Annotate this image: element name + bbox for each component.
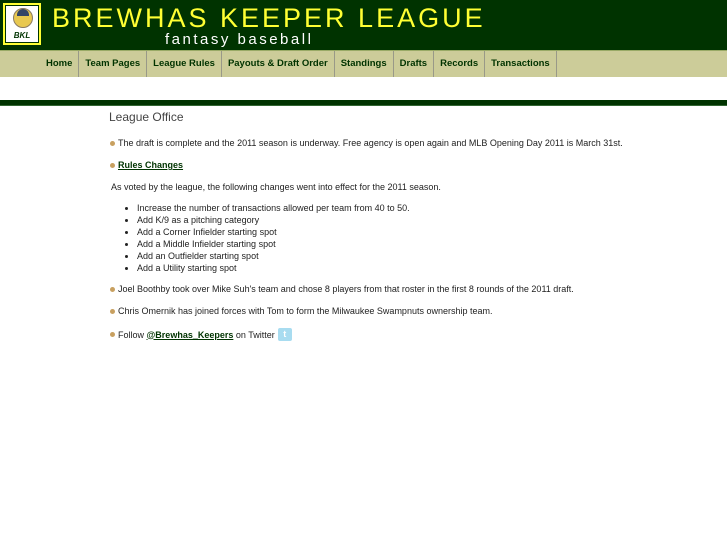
bullet-icon bbox=[110, 332, 115, 337]
news-item bbox=[109, 160, 709, 170]
nav-payouts-draft-order[interactable]: Payouts & Draft Order bbox=[222, 51, 335, 77]
logo-text: BKL bbox=[13, 31, 31, 40]
nav-home[interactable]: Home bbox=[40, 51, 79, 77]
bullet-icon bbox=[110, 163, 115, 168]
rules-changes-link[interactable]: Rules Changes bbox=[118, 160, 184, 170]
rule-item: • Add a Middle Infielder starting spot bbox=[137, 238, 709, 250]
twitter-icon[interactable]: t bbox=[278, 328, 292, 341]
twitter-handle-link[interactable]: @Brewhas_Keepers bbox=[146, 329, 234, 340]
page-title: League Office bbox=[109, 110, 184, 124]
news-item bbox=[109, 328, 709, 341]
site-title: BREWHAS KEEPER LEAGUE bbox=[52, 3, 486, 33]
nav-records[interactable]: Records bbox=[434, 51, 485, 77]
main-nav bbox=[0, 50, 727, 77]
nav-team-pages[interactable]: Team Pages bbox=[79, 51, 147, 77]
bullet-icon bbox=[110, 309, 115, 314]
bkl-logo[interactable] bbox=[3, 3, 41, 45]
league-office-content bbox=[109, 110, 709, 353]
nav-standings[interactable]: Standings bbox=[335, 51, 394, 77]
follow-suffix: on Twitter bbox=[235, 329, 275, 340]
follow-prefix: Follow bbox=[118, 329, 145, 340]
nav-league-rules[interactable]: League Rules bbox=[147, 51, 222, 77]
rule-item: • Add K/9 as a pitching category bbox=[137, 214, 709, 226]
rule-item: • Add an Outfielder starting spot bbox=[137, 250, 709, 262]
nav-drafts[interactable]: Drafts bbox=[394, 51, 434, 77]
news-item bbox=[109, 306, 709, 316]
rule-item: • Increase the number of transactions allowed per team from 40 to 50. bbox=[137, 202, 709, 214]
mascot-icon bbox=[13, 8, 33, 28]
bullet-icon bbox=[110, 141, 115, 146]
nav-transactions[interactable]: Transactions bbox=[485, 51, 557, 77]
news-text: The draft is complete and the 2011 season is underway. Free agency is open again and MLB Opening Day 2011 is March 31st. bbox=[118, 138, 623, 148]
rules-list bbox=[137, 202, 709, 274]
news-text: Chris Omernik has joined forces with Tom to form the Milwaukee Swampnuts ownership team. bbox=[118, 306, 493, 316]
rules-intro: As voted by the league, the following changes went into effect for the 2011 season. bbox=[111, 182, 441, 192]
bullet-icon bbox=[110, 287, 115, 292]
news-item bbox=[109, 138, 709, 148]
news-text: Joel Boothby took over Mike Suh's team and chose 8 players from that roster in the first 8 rounds of the 2011 draft. bbox=[118, 284, 574, 294]
site-subtitle: fantasy baseball bbox=[165, 31, 314, 48]
news-item bbox=[109, 284, 709, 294]
divider-bar bbox=[0, 100, 727, 106]
site-header bbox=[0, 0, 727, 50]
rule-item: • Add a Utility starting spot bbox=[137, 262, 709, 274]
rule-item: • Add a Corner Infielder starting spot bbox=[137, 226, 709, 238]
